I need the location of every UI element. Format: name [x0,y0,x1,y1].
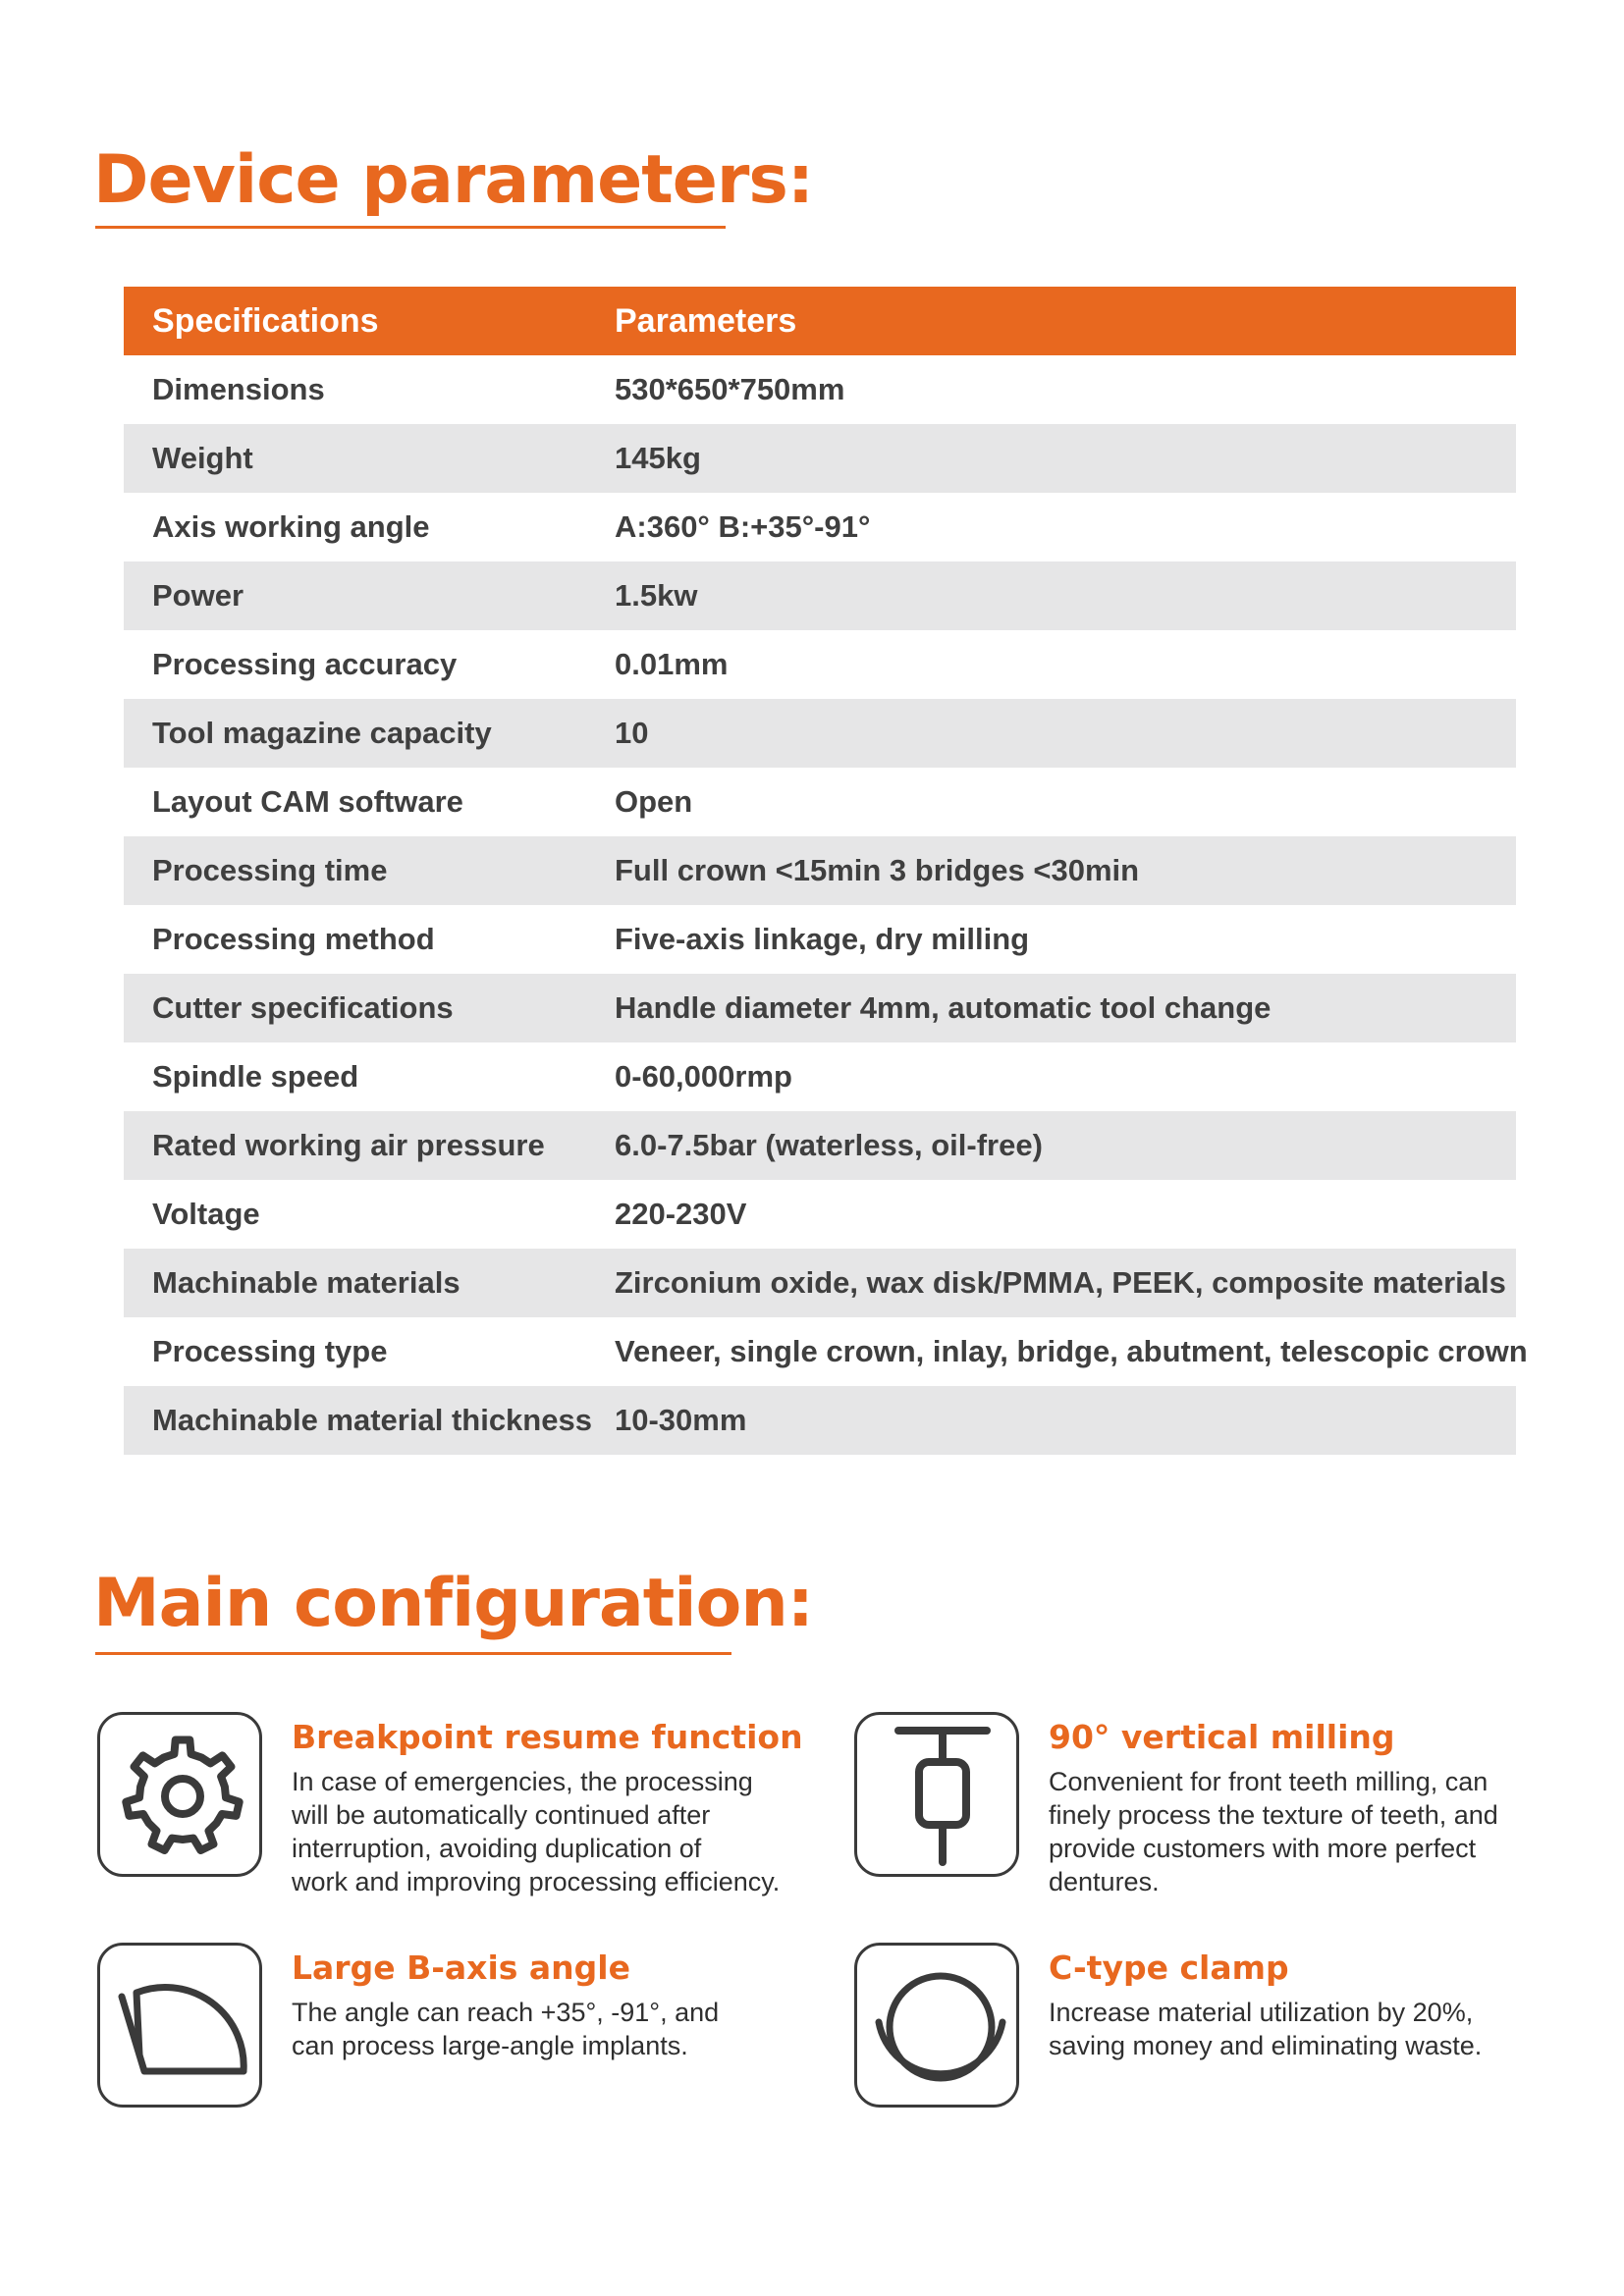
spec-value: Open [615,784,693,819]
vertical-spindle-icon [854,1712,1019,1877]
spec-value: 0-60,000rmp [615,1059,792,1094]
spec-value: 145kg [615,424,1516,493]
spec-name: Processing time [124,836,615,905]
spec-value: Handle diameter 4mm, automatic tool change [615,974,1516,1042]
spec-value: Five-axis linkage, dry milling [615,922,1030,956]
title-underline [95,226,726,229]
header-parameters: Parameters [615,287,1516,355]
table-row [124,1249,1516,1317]
spec-value: 6.0-7.5bar (waterless, oil-free) [615,1111,1516,1180]
spec-name: Tool magazine capacity [124,699,615,768]
spec-value: 1.5kw [615,561,1516,630]
feature-description: In case of emergencies, the processing will be automatically continued after interruption, avoiding duplication of work and improving processing efficiency. [292,1767,781,1896]
feature-title: C-type clamp [1049,1949,1289,1987]
table-row [124,1111,1516,1180]
spec-name: Dimensions [152,372,325,406]
angle-icon [97,1943,262,2108]
table-row [124,1042,1516,1111]
spec-value: Full crown <15min 3 bridges <30min [615,836,1516,905]
spec-value: Zirconium oxide, wax disk/PMMA, PEEK, composite materials [615,1249,1516,1317]
spec-value: 220-230V [615,1197,747,1231]
spec-name: Axis working angle [152,509,430,544]
gear-icon [97,1712,262,1877]
spec-name: Processing type [152,1334,388,1368]
table-row [124,1317,1516,1386]
table-row [124,630,1516,699]
spec-name: Layout CAM software [152,784,463,819]
feature-title: Large B-axis angle [292,1949,630,1987]
spec-name: Machinable materials [124,1249,615,1317]
table-row [124,561,1516,630]
spec-name: Power [124,561,615,630]
table-row [124,1180,1516,1249]
feature-description: The angle can reach +35°, -91°, and can process large-angle implants. [292,1998,720,2060]
device-parameters-title: Device parameters: [93,141,814,219]
feature-title: 90° vertical milling [1049,1718,1395,1756]
spec-value: 10 [615,699,1516,768]
spec-value: Veneer, single crown, inlay, bridge, abutment, telescopic crown [615,1334,1528,1368]
table-row [124,493,1516,561]
spec-name: Voltage [152,1197,260,1231]
spec-value: A:360° B:+35°-91° [615,509,871,544]
spec-value: 530*650*750mm [615,372,845,406]
table-row [124,424,1516,493]
feature-description: Increase material utilization by 20%, saving money and eliminating waste. [1049,1998,1483,2060]
table-header-row [124,287,1516,355]
title-underline [95,1652,731,1655]
table-row [124,905,1516,974]
spec-value: 10-30mm [615,1386,1516,1455]
spec-name: Rated working air pressure [124,1111,615,1180]
table-row [124,836,1516,905]
table-row [124,355,1516,424]
table-row [124,1386,1516,1455]
spec-name: Machinable material thickness [124,1386,615,1455]
main-configuration-title: Main configuration: [93,1565,813,1642]
spec-value: 0.01mm [615,647,729,681]
feature-large-b-axis-angle [97,1943,785,2119]
feature-c-type-clamp [854,1943,1542,2119]
feature-title: Breakpoint resume function [292,1718,803,1756]
c-clamp-icon [854,1943,1019,2108]
spec-table [124,287,1528,1455]
spec-name: Cutter specifications [124,974,615,1042]
table-row [124,768,1516,836]
feature-description: Convenient for front teeth milling, can finely process the texture of teeth, and provide customers with more perfect dentures. [1049,1767,1498,1896]
spec-name: Weight [124,424,615,493]
header-specifications: Specifications [124,287,615,355]
spec-name: Processing method [152,922,435,956]
feature-breakpoint-resume [97,1712,803,1896]
table-row [124,699,1516,768]
table-row [124,974,1516,1042]
spec-name: Processing accuracy [152,647,458,681]
feature-vertical-milling [854,1712,1542,1896]
spec-name: Spindle speed [152,1059,359,1094]
